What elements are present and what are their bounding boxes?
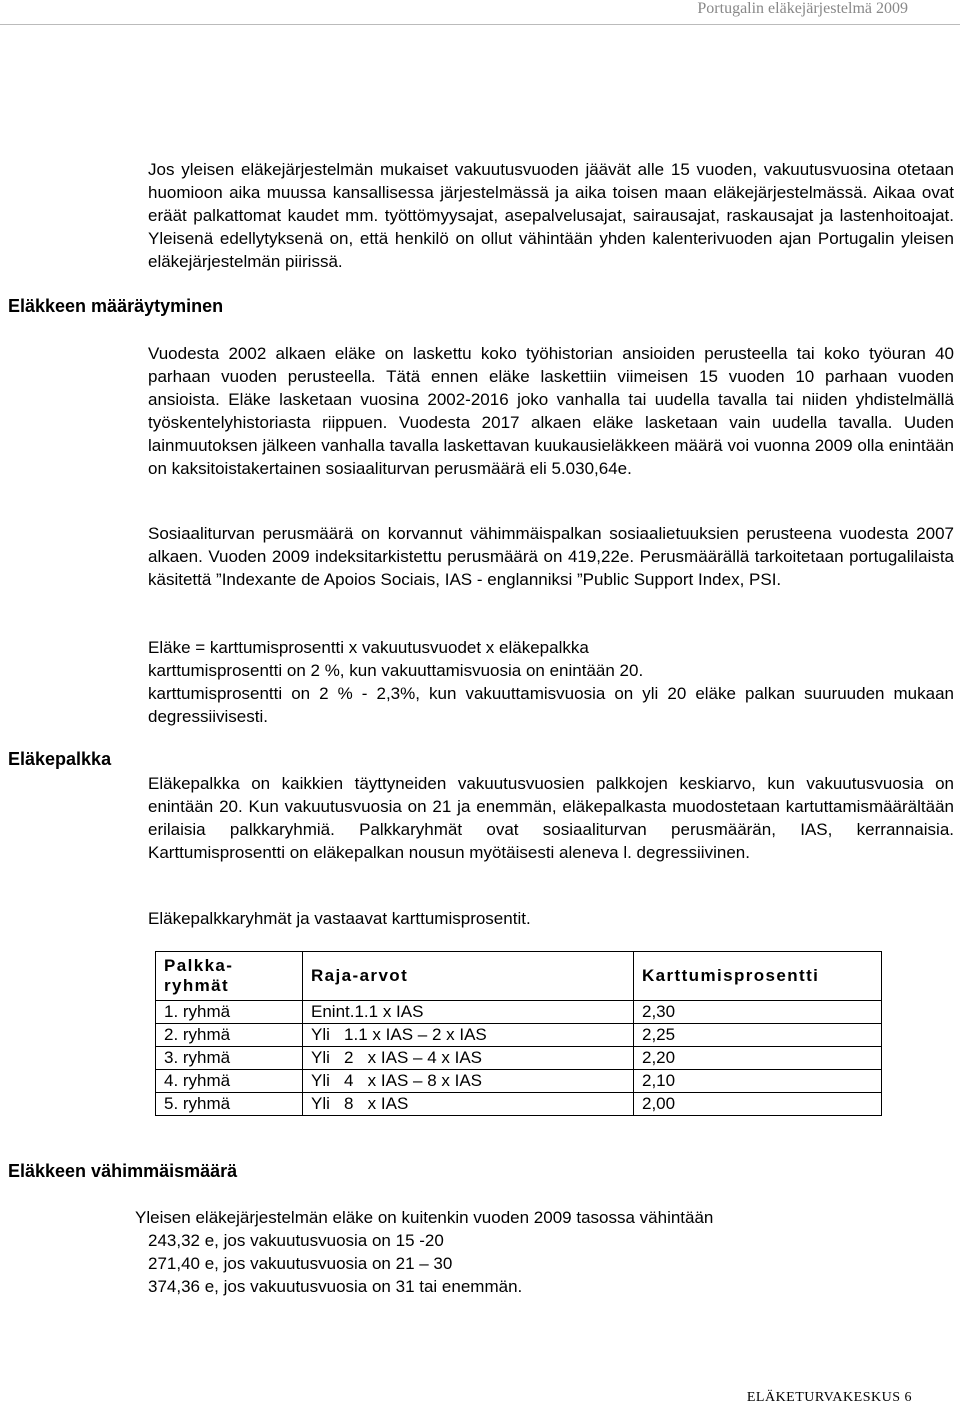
paragraph-pensionable-salary: Eläkepalkka on kaikkien täyttyneiden vakuutusvuosien palkkojen keskiarvo, kun vakuutusvuosia on enintään 20. Kun vakuutusvuosia on 21 ja enemmän, eläkepalkasta muodostetaan kartuttamismäärältään erilaisia palkkaryhmiä. Palkkaryhmät ovat sosiaaliturvan perusmäärän, IAS, kerrannaisia. Karttumisprosentti on eläkepalkan nousun myötäisesti aleneva l. degressiivinen. (148, 774, 954, 862)
minimum-pension-item: 271,40 e, jos vakuutusvuosia on 21 – 30 (148, 1254, 453, 1273)
accrual-rule-line: karttumisprosentti on 2 %, kun vakuuttamisvuosia on enintään 20. (148, 661, 644, 680)
accrual-degressive-line: karttumisprosentti on 2 % - 2,3%, kun vakuuttamisvuosia on yli 20 eläke palkan suuruuden mukaan degressiivisesti. (148, 684, 954, 726)
table-cell: Yli 1.1 x IAS – 2 x IAS (303, 1024, 634, 1047)
header-divider (0, 24, 960, 25)
table-row (156, 1047, 882, 1070)
table-cell: 2,10 (634, 1070, 882, 1093)
table-cell: Enint.1.1 x IAS (303, 1001, 634, 1024)
formula-line: Eläke = karttumisprosentti x vakuutusvuodet x eläkepalkka (148, 638, 589, 657)
page-footer: ELÄKETURVAKESKUS 6 (746, 1390, 912, 1405)
table-cell: 2,00 (634, 1093, 882, 1116)
table-cell: 2,25 (634, 1024, 882, 1047)
table-row (156, 1070, 882, 1093)
paragraph-ias: Sosiaaliturvan perusmäärä on korvannut vähimmäispalkan sosiaalietuuksien perusteena vuodesta 2007 alkaen. Vuoden 2009 indeksitarkistettu perusmäärä on 419,22e. Perusmäärällä tarkoitetaan portugalilaista käsitettä ”Indexante de Apoios Sociais, IAS - englanniksi ”Public Support Index, PSI. (148, 524, 954, 589)
minimum-pension-intro: Yleisen eläkejärjestelmän eläke on kuitenkin vuoden 2009 tasossa vähintään (135, 1208, 714, 1227)
section-label-elakkeen-vahimmaismaara: Eläkkeen vähimmäismäärä (8, 1161, 238, 1181)
table-cell: Yli 8 x IAS (303, 1093, 634, 1116)
table-cell: Yli 2 x IAS – 4 x IAS (303, 1047, 634, 1070)
running-header: Portugalin eläkejärjestelmä 2009 (697, 0, 908, 17)
table-cell: 1. ryhmä (156, 1001, 303, 1024)
table-row (156, 1001, 882, 1024)
table-caption: Eläkepalkkaryhmät ja vastaavat karttumisprosentit. (148, 909, 531, 928)
table-row (156, 1093, 882, 1116)
table-header-row (156, 952, 882, 1001)
table-cell: Yli 4 x IAS – 8 x IAS (303, 1070, 634, 1093)
salary-group-table (155, 951, 882, 1116)
table-cell: 4. ryhmä (156, 1070, 303, 1093)
paragraph-insurance-periods: Jos yleisen eläkejärjestelmän mukaiset vakuutusvuoden jäävät alle 15 vuoden, vakuutusvuosina otetaan huomioon aika muussa kansallisessa järjestelmässä ja aika toisen maan eläkejärjestelmässä. Aikaa ovat eräät palkattomat kaudet mm. työttömyysajat, asepalvelusajat, sairausajat, raskausajat ja lastenhoitoajat. Yleisenä edellytyksenä on, että henkilö on ollut vähintään yhden kalenterivuoden ajan Portugalin yleisen eläkejärjestelmän piirissä. (148, 160, 954, 271)
table-cell: 2,20 (634, 1047, 882, 1070)
table-cell: 2. ryhmä (156, 1024, 303, 1047)
paragraph-calculation-basis: Vuodesta 2002 alkaen eläke on laskettu koko työhistorian ansioiden perusteella tai koko työuran 40 parhaan vuoden perusteella. Tätä ennen eläke laskettiin viimeisen 15 vuoden 10 parhaan vuoden ansioista. Eläke lasketaan vuosina 2002-2016 joko vanhalla tai uudella tavalla tai niiden yhdistelmällä työskentelyhistoriasta riippuen. Vuodesta 2017 alkaen eläke lasketaan vain uudella tavalla. Uuden lainmuutoksen jälkeen vanhalla tavalla laskettavan kuukausieläkkeen määrä voi vuonna 2009 olla enintään on kaksitoistakertainen sosiaaliturvan perusmäärä eli 5.030,64e. (148, 344, 954, 478)
section-label-elakkeen-maaraytyminen: Eläkkeen määräytyminen (8, 296, 224, 316)
table-cell: 5. ryhmä (156, 1093, 303, 1116)
minimum-pension-item: 374,36 e, jos vakuutusvuosia on 31 tai enemmän. (148, 1277, 523, 1296)
table-cell: 3. ryhmä (156, 1047, 303, 1070)
column-header-limits: Raja-arvot (303, 952, 634, 1001)
table-row (156, 1024, 882, 1047)
minimum-pension-item: 243,32 e, jos vakuutusvuosia on 15 -20 (148, 1231, 444, 1250)
section-label-elakepalkka: Eläkepalkka (8, 749, 112, 769)
table-cell: 2,30 (634, 1001, 882, 1024)
column-header-groups: Palkka-ryhmät (156, 952, 303, 1001)
column-header-accrual: Karttumisprosentti (634, 952, 882, 1001)
